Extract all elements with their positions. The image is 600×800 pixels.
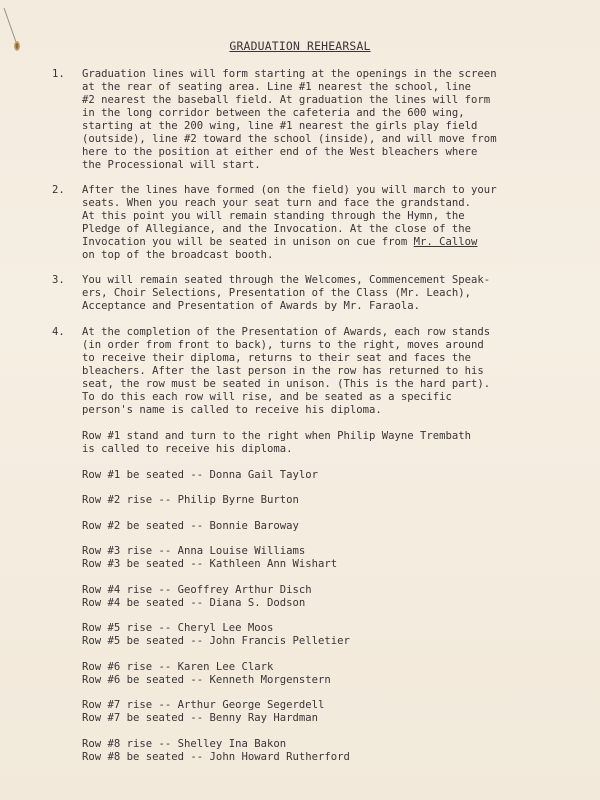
- list-item: Row #7 rise -- Arthur George Segerdell: [82, 699, 325, 711]
- paragraph-text-part: on top of the broadcast booth.: [82, 249, 274, 261]
- underlined-name: Mr. Callow: [413, 236, 478, 248]
- paragraph-text: Graduation lines will form starting at the openings in the screen at the rear of seating area. Line #1 nearest the school, line #2 nearest the baseball field. At graduation the lines will form in the long corridor between the cafeteria and the 600 wing, starting at the 200 wing, line #1 nearest the girls play field (outside), line #2 toward the school (inside), and will move from here to the position at either end of the West bleachers where the Processional will start.: [82, 68, 497, 171]
- paragraph-text: Row #1 stand and turn to the right when Philip Wayne Trembath is called to receive his diploma.: [82, 430, 472, 455]
- page-title: GRADUATION REHEARSAL: [229, 39, 371, 53]
- list-item: Row #1 be seated -- Donna Gail Taylor: [82, 469, 318, 481]
- paragraph-number: 3.: [52, 274, 65, 286]
- paragraph-number: 4.: [52, 326, 65, 338]
- paragraph-number: 2.: [52, 184, 65, 196]
- list-item: Row #5 be seated -- John Francis Pelletier: [82, 635, 350, 647]
- paragraph-text: [82, 184, 587, 262]
- list-item: Row #8 rise -- Shelley Ina Bakon: [82, 738, 287, 750]
- paragraph-text: You will remain seated through the Welcomes, Commencement Speak- ers, Choir Selections, Presentation of the Class (Mr. Leach), Acceptance and Presentation of Awards by Mr. Faraola.: [82, 274, 491, 312]
- list-item: Row #4 be seated -- Diana S. Dodson: [82, 597, 306, 609]
- list-item: Row #6 be seated -- Kenneth Morgenstern: [82, 674, 331, 686]
- list-item: Row #8 be seated -- John Howard Rutherford: [82, 751, 350, 763]
- list-item: Row #7 be seated -- Benny Ray Hardman: [82, 712, 318, 724]
- list-item: Row #3 be seated -- Kathleen Ann Wishart: [82, 558, 338, 570]
- list-item: Row #4 rise -- Geoffrey Arthur Disch: [82, 584, 312, 596]
- paragraph-text: At the completion of the Presentation of Awards, each row stands (in order from front to back), turns to the right, moves around to receive their diploma, returns to their seat and faces the bleachers. After the last person in the row has returned to his seat, the row must be seated in unison. (This is the hard part). To do this each row will rise, and be seated as a specific person's name is called to receive his diploma.: [82, 326, 491, 416]
- list-item: Row #5 rise -- Cheryl Lee Moos: [82, 622, 274, 634]
- paragraph-text-part: After the lines have formed (on the field) you will march to your seats. When you reach your seat turn and face the grandstand. At this point you will remain standing through the Hymn, the Pledge of Allegiance, and the Invocation. At the close of the Invocation you will be seated in unison on cue from: [82, 184, 497, 248]
- list-item: Row #6 rise -- Karen Lee Clark: [82, 661, 274, 673]
- list-item: Row #2 be seated -- Bonnie Baroway: [82, 520, 299, 532]
- paragraph-number: 1.: [52, 68, 65, 80]
- list-item: Row #2 rise -- Philip Byrne Burton: [82, 494, 299, 506]
- list-item: Row #3 rise -- Anna Louise Williams: [82, 545, 306, 557]
